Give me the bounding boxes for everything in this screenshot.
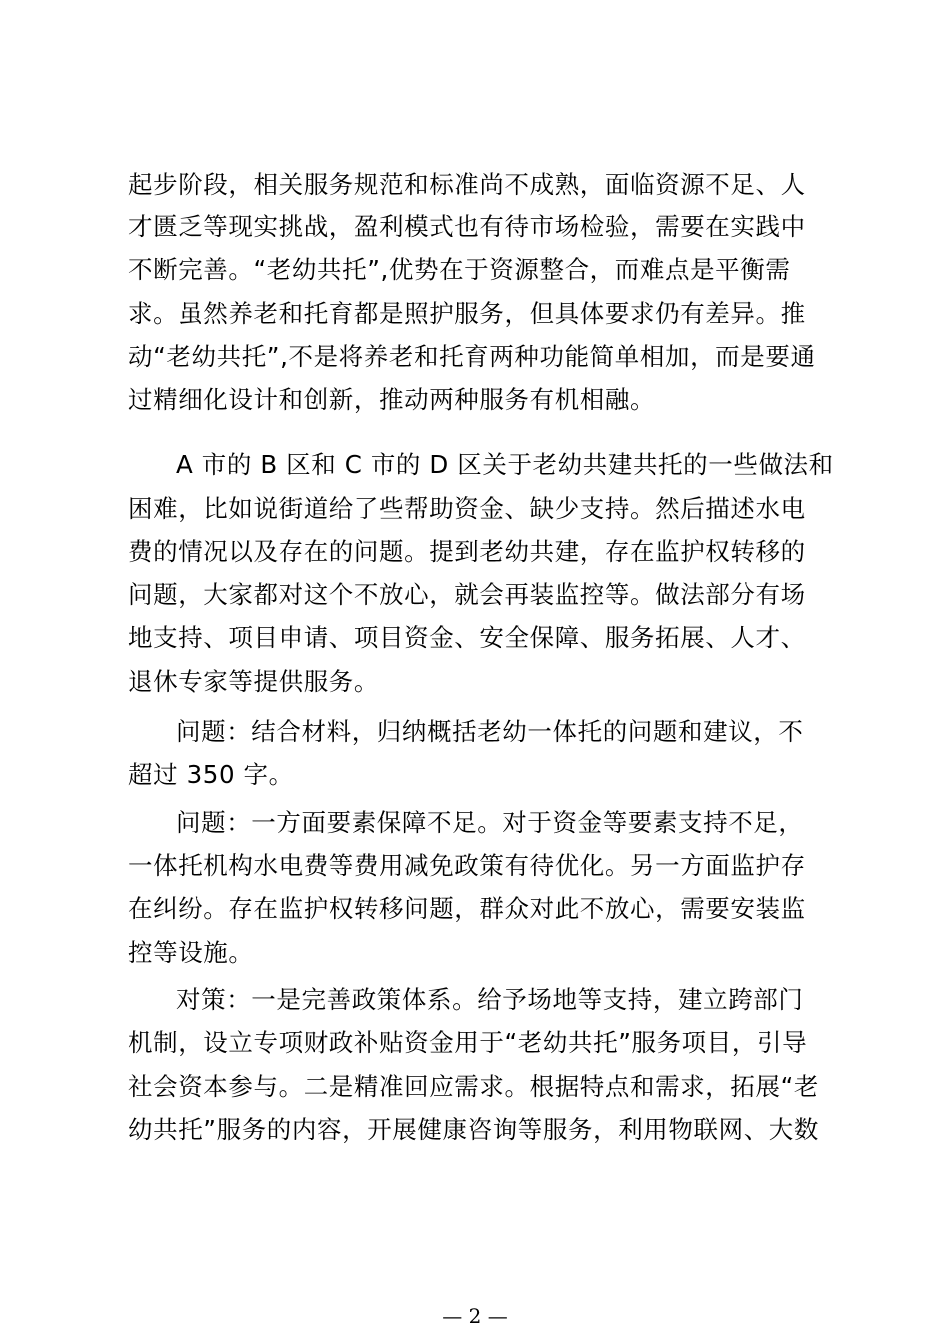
- paragraph-line: 地支持、项目申请、项目资金、安全保障、服务拓展、人才、: [128, 623, 806, 652]
- paragraph-line: 问题，大家都对这个不放心，就会再装监控等。做法部分有场: [128, 580, 806, 609]
- paragraph-line: 超过 350 字。: [128, 760, 294, 789]
- paragraph-line: 问题：结合材料，归纳概括老幼一体托的问题和建议，不: [176, 717, 804, 746]
- paragraph-line: 才匮乏等现实挑战，盈利模式也有待市场检验，需要在实践中: [128, 212, 806, 241]
- paragraph-line: 一体托机构水电费等费用减免政策有待优化。另一方面监护存: [128, 851, 806, 880]
- paragraph-line: 费的情况以及存在的问题。提到老幼共建，存在监护权转移的: [128, 537, 806, 566]
- page-number: — 2 —: [442, 1304, 508, 1328]
- paragraph-line: 动“老幼共托”,不是将养老和托育两种功能简单相加，而是要通: [128, 342, 816, 371]
- paragraph-line: 过精细化设计和创新，推动两种服务有机相融。: [128, 385, 656, 414]
- paragraph-line: 对策：一是完善政策体系。给予场地等支持，建立跨部门: [176, 985, 804, 1014]
- paragraph-line: 起步阶段，相关服务规范和标准尚不成熟，面临资源不足、人: [128, 170, 806, 199]
- paragraph-line: A 市的 B 区和 C 市的 D 区关于老幼共建共托的一些做法和: [176, 450, 834, 479]
- paragraph-line: 幼共托”服务的内容，开展健康咨询等服务，利用物联网、大数: [128, 1115, 819, 1144]
- paragraph-line: 在纠纷。存在监护权转移问题，群众对此不放心，需要安装监: [128, 894, 806, 923]
- paragraph-line: 社会资本参与。二是精准回应需求。根据特点和需求，拓展“老: [128, 1072, 819, 1101]
- paragraph-line: 控等设施。: [128, 938, 254, 967]
- paragraph-line: 退休专家等提供服务。: [128, 667, 379, 696]
- paragraph-line: 问题：一方面要素保障不足。对于资金等要素支持不足，: [176, 808, 804, 837]
- paragraph-line: 机制，设立专项财政补贴资金用于“老幼共托”服务项目，引导: [128, 1028, 808, 1057]
- paragraph-line: 困难，比如说街道给了些帮助资金、缺少支持。然后描述水电: [128, 494, 806, 523]
- paragraph-line: 求。虽然养老和托育都是照护服务，但具体要求仍有差异。推: [128, 299, 806, 328]
- paragraph-line: 不断完善。“老幼共托”,优势在于资源整合，而难点是平衡需: [128, 255, 791, 284]
